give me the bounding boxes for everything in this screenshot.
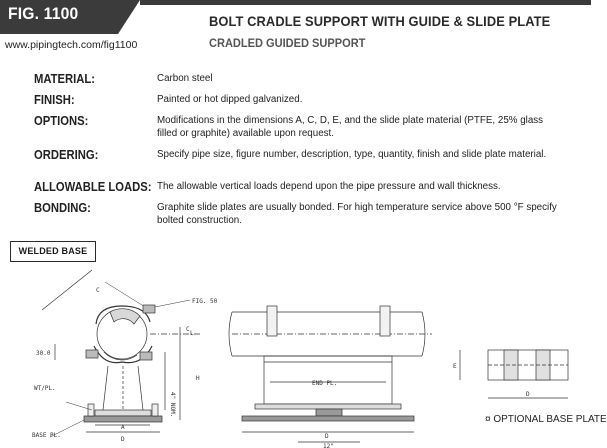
dim-a-label: A <box>121 424 125 431</box>
page-subtitle: CRADLED GUIDED SUPPORT <box>209 36 366 50</box>
spec-row-material <box>34 72 589 86</box>
dim-d-optional-label: D <box>526 391 530 398</box>
end-plate-label: END PL. <box>312 380 338 387</box>
centerline-label: C <box>186 326 190 333</box>
spec-value: Graphite slide plates are usually bonded. For high temperature service above 500 °F specify bolted construction. <box>157 202 557 226</box>
wear-plate-label: WT/PL. <box>34 385 56 392</box>
spec-label: BONDING: <box>34 201 91 215</box>
welded-base-badge: WELDED BASE <box>10 241 96 262</box>
product-url[interactable]: www.pipingtech.com/fig1100 <box>5 39 138 51</box>
spec-label: ORDERING: <box>34 148 99 162</box>
base-plate-label: BASE PL. <box>32 432 61 439</box>
figure-tab <box>0 0 118 34</box>
dim-e-label: E <box>453 363 457 370</box>
spec-label: ALLOWABLE LOADS: <box>34 180 152 194</box>
spec-row-bonding <box>34 201 589 227</box>
spec-value: Modifications in the dimensions A, C, D, E, and the slide plate material (PTFE, 25% glass filled or graphite) available upon request. <box>157 115 544 139</box>
fig-callout-label: FIG. 50 <box>192 298 218 305</box>
centerline-sub-label: L <box>190 330 194 337</box>
spec-label: MATERIAL: <box>34 72 96 86</box>
spec-value: Specify pipe size, figure number, description, type, quantity, finish and slide plate material. <box>157 149 547 160</box>
nominal-size-label: 4" NOM. <box>169 392 176 418</box>
page-title: BOLT CRADLE SUPPORT WITH GUIDE & SLIDE PLATE <box>209 13 551 29</box>
spec-row-options <box>34 114 589 140</box>
dim-h-label: H <box>196 375 200 382</box>
spec-value: The allowable vertical loads depend upon the pipe pressure and wall thickness. <box>157 181 501 192</box>
optional-base-plate-note: ¤ OPTIONAL BASE PLATE <box>485 414 607 425</box>
dim-12-label: 12" <box>323 443 334 448</box>
spec-row-allowable-loads <box>34 180 589 194</box>
header-rule <box>140 0 591 5</box>
dim-30-label: 30.0 <box>36 350 51 357</box>
figure-number: FIG. 1100 <box>8 4 79 23</box>
dim-c-label: C <box>96 287 100 294</box>
dim-d-side-label: D <box>325 433 329 440</box>
spec-row-ordering <box>34 148 589 162</box>
spec-row-finish <box>34 93 589 107</box>
dim-d-label: D <box>121 436 125 443</box>
spec-value: Painted or hot dipped galvanized. <box>157 94 303 105</box>
spec-label: FINISH: <box>34 93 75 107</box>
spec-value: Carbon steel <box>157 73 213 84</box>
spec-label: OPTIONS: <box>34 114 89 128</box>
